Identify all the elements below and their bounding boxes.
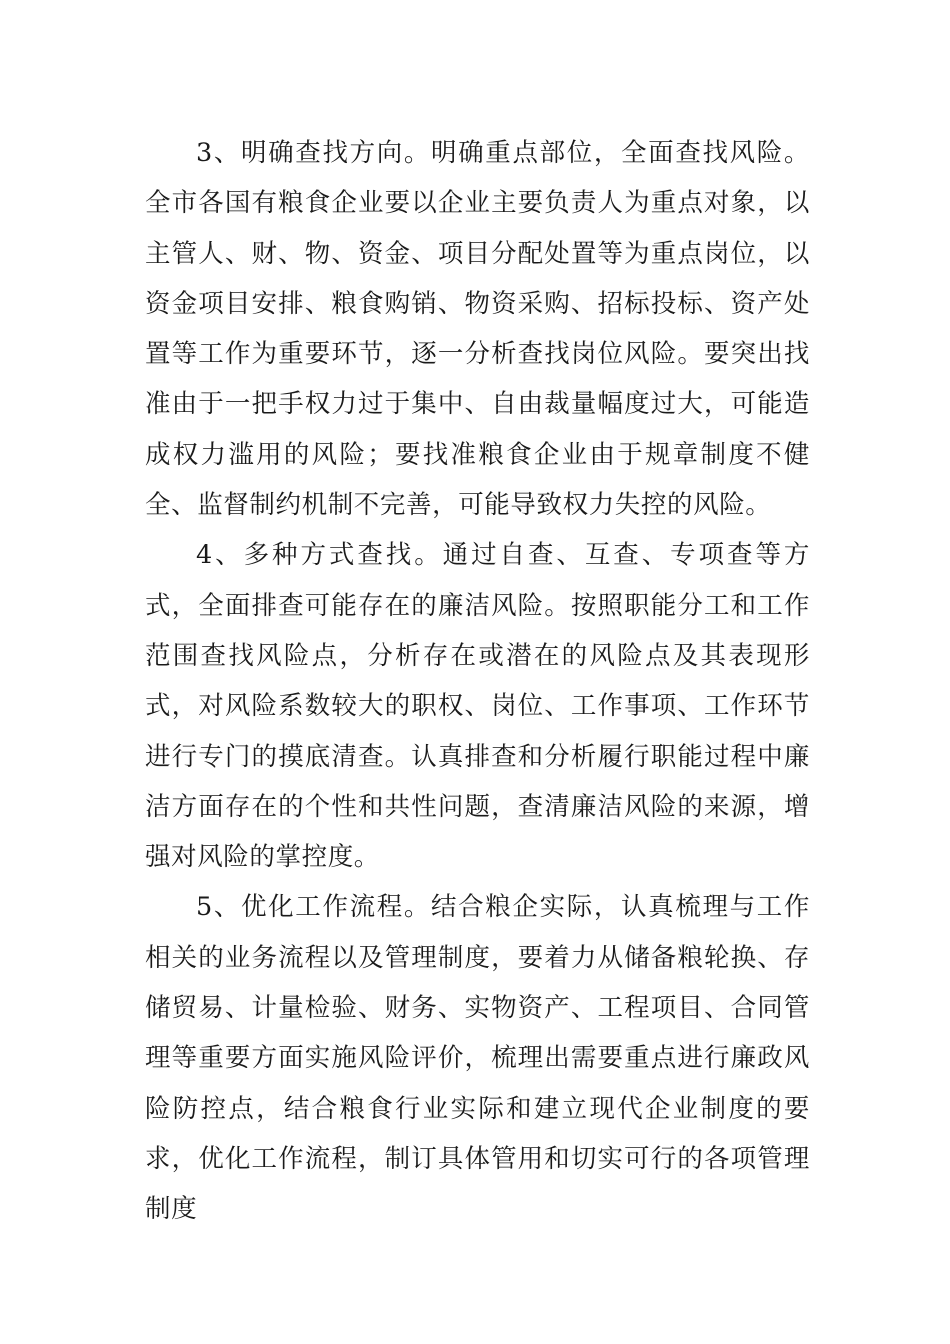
paragraph-4-methods: 4、多种方式查找。通过自查、互查、专项查等方式，全面排查可能存在的廉洁风险。按照职能分工和工作范围查找风险点，分析存在或潜在的风险点及其表现形式，对风险系数较大的职权、岗位、工作事项、工作环节进行专门的摸底清查。认真排查和分析履行职能过程中廉洁方面存在的个性和共性问题，查清廉洁风险的来源，增强对风险的掌控度。 (145, 540, 810, 873)
paragraph-3-direction: 3、明确查找方向。明确重点部位，全面查找风险。全市各国有粮食企业要以企业主要负责人为重点对象，以主管人、财、物、资金、项目分配处置等为重点岗位，以资金项目安排、粮食购销、物资采购、招标投标、资产处置等工作为重要环节，逐一分析查找岗位风险。要突出找准由于一把手权力过于集中、自由裁量幅度过大，可能造成权力滥用的风险；要找准粮食企业由于规章制度不健全、监督制约机制不完善，可能导致权力失控的风险。 (145, 138, 810, 521)
document-body (145, 128, 810, 1235)
paragraph-5-workflow: 5、优化工作流程。结合粮企实际，认真梳理与工作相关的业务流程以及管理制度，要着力从储备粮轮换、存储贸易、计量检验、财务、实物资产、工程项目、合同管理等重要方面实施风险评价，梳理出需要重点进行廉政风险防控点，结合粮食行业实际和建立现代企业制度的要求，优化工作流程，制订具体管用和切实可行的各项管理制度 (145, 892, 810, 1225)
